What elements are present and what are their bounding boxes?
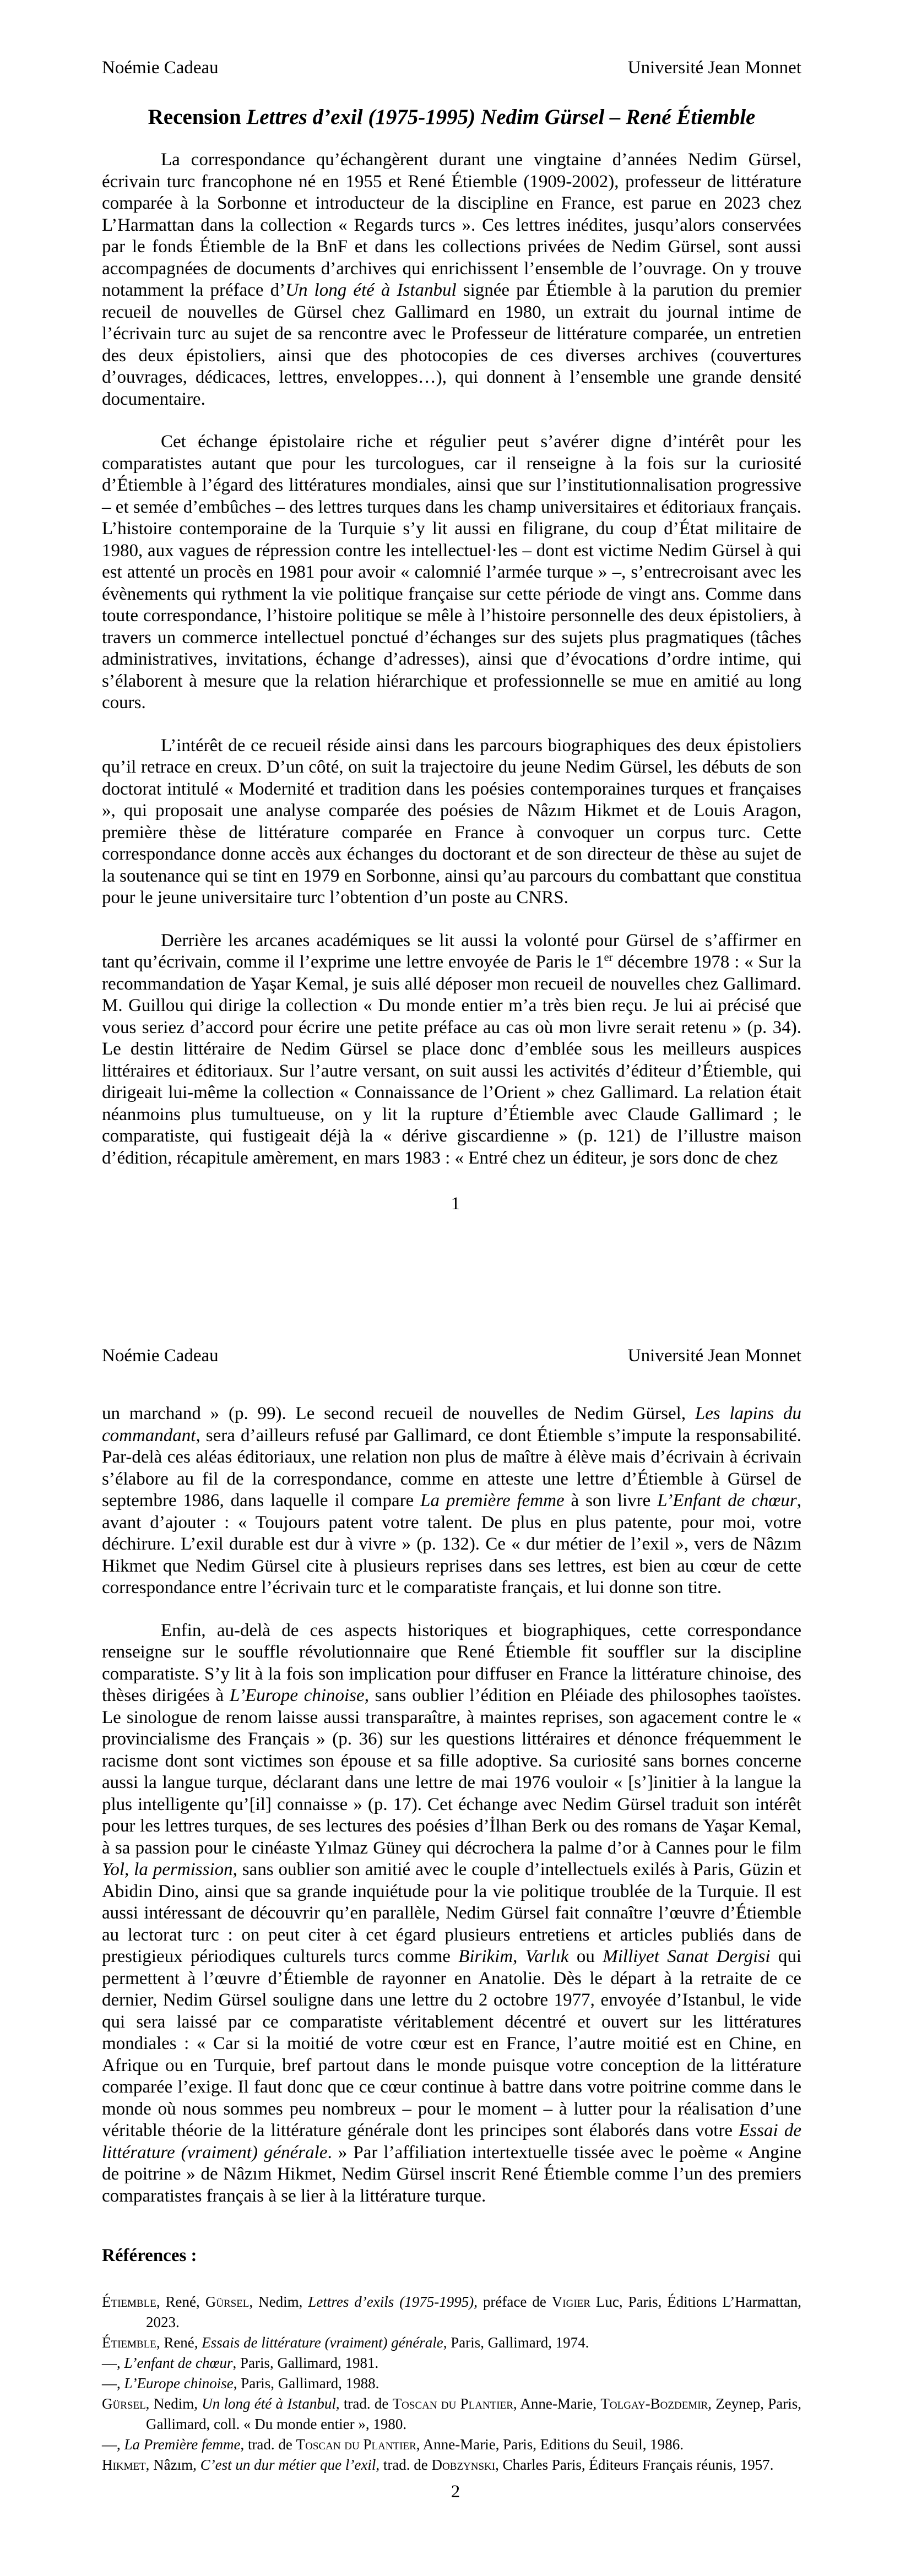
paragraph: La correspondance qu’échangèrent durant une vingtaine d’années Nedim Gürsel, écrivain turc francophone né en 1955 et René Étiemble (1909-2002), professeur de littérature comparée à la Sorbonne et introducteur de la discipline en France, est parue en 2023 chez L’Harmattan dans la collection « Regards turcs ». Ces lettres inédites, jusqu’alors conservées par le fonds Étiemble de la BnF et dans les collections privées de Nedim Gürsel, sont aussi accompagnées de documents d’archives qui enrichissent l’ensemble de l’ouvrage. On y trouve notamment la préface d’Un long été à Istanbul signée par Étiemble à la parution du premier recueil de nouvelles de Gürsel chez Gallimard en 1980, un extrait du journal intime de l’écrivain turc au sujet de sa rencontre avec le Professeur de littérature comparée, un entretien des deux épistoliers, ainsi que des photocopies de ces diverses archives (couvertures d’ouvrages, dédicaces, lettres, enveloppes…), qui donnent à l’ensemble une grande densité documentaire. <box>102 150 801 409</box>
reference-item: —, L’Europe chinoise, Paris, Gallimard, 1988. <box>102 2375 379 2392</box>
reference-item: Étiemble, René, Essais de littérature (vraiment) générale, Paris, Gallimard, 1974. <box>102 2334 589 2351</box>
paragraph: L’intérêt de ce recueil réside ainsi dans les parcours biographiques des deux épistoliers qu’il retrace en creux. D’un côté, on suit la trajectoire du jeune Nedim Gürsel, les débuts de son doctorat intitulé « Modernité et tradition dans les poésies contemporaines turques et françaises », qui proposait une analyse comparée des poésies de Nâzım Hikmet et de Louis Aragon, première thèse de littérature comparée en France à convoquer un corpus turc. Cette correspondance donne accès aux échanges du doctorant et de son directeur de thèse au sujet de la soutenance qui se tint en 1979 en Sorbonne, ainsi qu’au parcours du combattant que constitua pour le jeune universitaire turc l’obtention d’un poste au CNRS. <box>102 735 801 907</box>
page-number: 2 <box>451 2482 460 2502</box>
affiliation-name: Université Jean Monnet <box>627 1346 801 1366</box>
page-header <box>102 57 801 79</box>
document-title: Recension Lettres d’exil (1975-1995) Nedim Gürsel – René Étiemble <box>148 105 756 129</box>
reference-item: Hikmet, Nâzım, C’est un dur métier que l’exil, trad. de Dobzynski, Charles Paris, Éditeurs Français réunis, 1957. <box>102 2457 774 2473</box>
reference-item: Gürsel, Nedim, Un long été à Istanbul, trad. de Toscan du Plantier, Anne-Marie, Tolgay-Bozdemir, Zeynep, Paris, Gallimard, coll. « Du monde entier », 1980. <box>102 2395 801 2432</box>
paragraph: Enfin, au-delà de ces aspects historiques et biographiques, cette correspondance renseigne sur le souffle révolutionnaire que René Étiemble fit souffler sur la discipline comparatiste. S’y lit à la fois son implication pour diffuser en France la littérature chinoise, des thèses dirigées à L’Europe chinoise, sans oublier l’édition en Pléiade des philosophes taoïstes. Le sinologue de renom laisse aussi transparaître, à maintes reprises, son agacement contre le « provincialisme des Français » (p. 36) sur les questions littéraires et dénonce fréquemment le racisme dont sont victimes son épouse et sa fille adoptive. Sa curiosité sans bornes concerne aussi la langue turque, déclarant dans une lettre de mai 1976 vouloir « [s’]initier à la langue la plus intelligente qu’[il] connaisse » (p. 17). Cet échange avec Nedim Gürsel traduit son intérêt pour les lettres turques, de ses lectures des poésies d’İlhan Berk ou des romans de Yaşar Kemal, à sa passion pour le cinéaste Yılmaz Güney qui décrochera la palme d’or à Cannes pour le film Yol, la permission, sans oublier son amitié avec le couple d’intellectuels exilés à Paris, Güzin et Abidin Dino, ainsi que sa grande inquiétude pour la vie politique troublée de la Turquie. Il est aussi intéressant de découvrir qu’en parallèle, Nedim Gürsel fait connaître l’œuvre d’Étiemble au lectorat turc : on peut citer à cet égard plusieurs entretiens et articles publiés dans de prestigieux périodiques culturels turcs comme Birikim, Varlık ou Milliyet Sanat Dergisi qui permettent à l’œuvre d’Étiemble de rayonner en Anatolie. Dès le départ à la retraite de ce dernier, Nedim Gürsel souligne dans une lettre du 2 octobre 1977, envoyée d’Istanbul, le vide qui sera laissé par ce comparatiste véritablement décentré et ouvert sur les littératures mondiales : « Car si la moitié de votre cœur est en France, l’autre moitié est en Chine, en Afrique ou en Turquie, bref partout dans le monde puisque votre conception de la littérature comparée l’exige. Il faut donc que ce cœur continue à battre dans votre poitrine comme dans le monde où nous sommes peu nombreux – pour le moment – à lutter pour la réalisation d’une véritable théorie de la littérature générale dont les principes sont élaborés dans votre Essai de littérature (vraiment) générale. » Par l’affiliation intertextuelle tissée avec le poème « Angine de poitrine » de Nâzım Hikmet, Nedim Gürsel inscrit René Étiemble comme l’un des premiers comparatistes français à se lier à la littérature turque. <box>102 1620 802 2206</box>
reference-item: Étiemble, René, Gürsel, Nedim, Lettres d’exils (1975-1995), préface de Vigier Luc, Paris, Éditions L’Harmattan, 2023. <box>102 2294 801 2330</box>
references-section <box>102 2245 801 2475</box>
author-name: Noémie Cadeau <box>102 58 219 78</box>
paragraph: Cet échange épistolaire riche et régulier peut s’avérer digne d’intérêt pour les comparatistes autant que pour les turcologues, car il renseigne à la fois sur la curiosité d’Étiemble à l’égard des littératures mondiales, ainsi que sur l’institutionnalisation progressive – et semée d’embûches – des lettres turques dans les champ universitaires et éditoriaux français. L’histoire contemporaine de la Turquie s’y lit aussi en filigrane, du coup d’État militaire de 1980, aux vagues de répression contre les intellectuel·les – dont est victime Nedim Gürsel à qui est attenté un procès en 1981 pour avoir « calomnié l’armée turque » –, s’entrecroisant avec les évènements qui rythment la vie politique française sur cette période de vingt ans. Comme dans toute correspondance, l’histoire politique se mêle à l’histoire personnelle des deux épistoliers, à travers un commerce intellectuel ponctué d’échanges sur des sujets plus pragmatiques (tâches administratives, invitations, échange d’adresses), ainsi que d’évocations d’ordre intime, qui s’élaborent à mesure que la relation hiérarchique et professionnelle se mue en amitié au long cours. <box>102 432 801 713</box>
page-body <box>102 1403 801 2228</box>
affiliation-name: Université Jean Monnet <box>627 58 801 78</box>
paragraph: un marchand » (p. 99). Le second recueil de nouvelles de Nedim Gürsel, Les lapins du commandant, sera d’ailleurs refusé par Gallimard, ce dont Étiemble s’impute la responsabilité. Par-delà ces aléas éditoriaux, une relation non plus de maître à élève mais d’écrivain à écrivain s’élabore au fil de la correspondance, comme en atteste une lettre d’Étiemble à Gürsel de septembre 1986, dans laquelle il compare La première femme à son livre L’Enfant de chœur, avant d’ajouter : « Toujours patent votre talent. De plus en plus patente, pour moi, votre déchirure. L’exil durable est dur à vivre » (p. 132). Ce « dur métier de l’exil », vers de Nâzım Hikmet que Nedim Gürsel cite à plusieurs reprises dans ses lettres, est bien au cœur de cette correspondance entre l’écrivain turc et le comparatiste français, et lui donne son titre. <box>102 1404 802 1597</box>
references-heading: Références : <box>102 2246 197 2265</box>
page-body <box>102 149 801 1190</box>
author-name: Noémie Cadeau <box>102 1346 219 1366</box>
page-2 <box>0 1288 911 2576</box>
paragraph: Derrière les arcanes académiques se lit aussi la volonté pour Gürsel de s’affirmer en tant qu’écrivain, comme il l’exprime une lettre envoyée de Paris le 1er décembre 1978 : « Sur la recommandation de Yaşar Kemal, je suis allé déposer mon recueil de nouvelles chez Gallimard. M. Guillou qui dirige la collection « Du monde entier m’a très bien reçu. Je lui ai précisé que vous seriez d’accord pour écrire une petite préface au cas où mon livre serait retenu » (p. 34). Le destin littéraire de Nedim Gürsel se place donc d’emblée sous les meilleurs auspices littéraires et éditoriaux. Sur l’autre versant, on suit aussi les activités d’éditeur d’Étiemble, qui dirigeait lui-même la collection « Connaissance de l’Orient » chez Gallimard. La relation était néanmoins plus tumultueuse, on y lit la rupture d’Étiemble avec Claude Gallimard ; le comparatiste, qui fustigeait déjà la « dérive giscardienne » (p. 121) de l’illustre maison d’édition, récapitule amèrement, en mars 1983 : « Entré chez un éditeur, je sors donc de chez <box>102 930 801 1168</box>
page-number: 1 <box>451 1194 460 1214</box>
reference-item: —, La Première femme, trad. de Toscan du Plantier, Anne-Marie, Paris, Editions du Seuil, 1986. <box>102 2436 684 2453</box>
page-header <box>102 1345 801 1367</box>
reference-item: —, L’enfant de chœur, Paris, Gallimard, 1981. <box>102 2355 379 2371</box>
